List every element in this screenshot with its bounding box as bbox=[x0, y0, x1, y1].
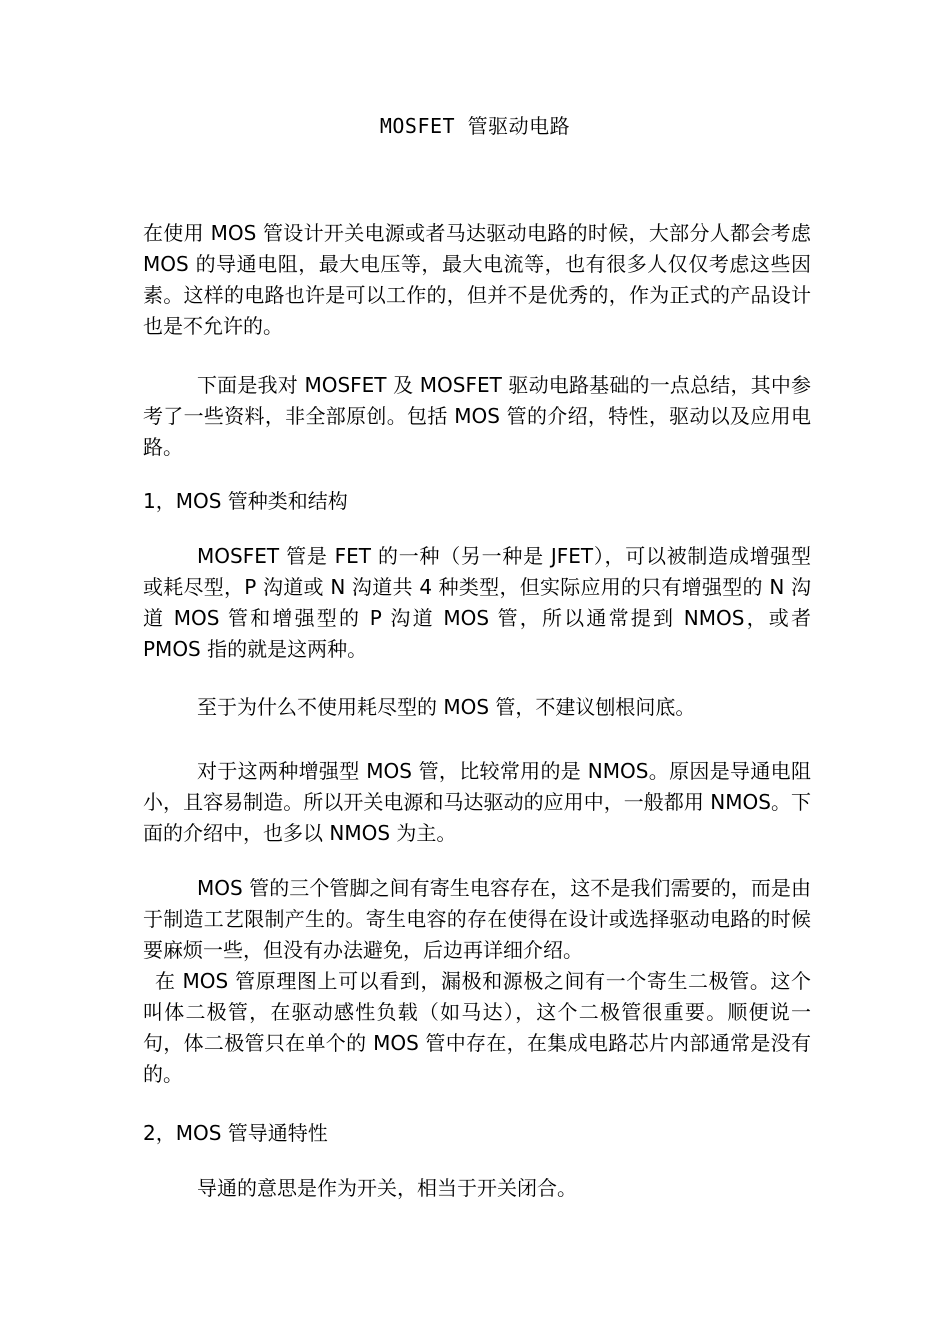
section1-paragraph-3: 对于这两种增强型 MOS 管，比较常用的是 NMOS。原因是导通电阻小，且容易制造。所以开关电源和马达驱动的应用中，一般都用 NMOS。下面的介绍中，也多以 NMOS 为主。 bbox=[143, 759, 811, 845]
section1-paragraph-1: MOSFET 管是 FET 的一种（另一种是 JFET），可以被制造成增强型或耗尽型，P 沟道或 N 沟道共 4 种类型，但实际应用的只有增强型的 N 沟道 MOS 管和增强型的 P 沟道 MOS 管，所以通常提到 NMOS，或者 PMOS 指的就是这两种。 bbox=[143, 544, 811, 661]
summary-paragraph: 下面是我对 MOSFET 及 MOSFET 驱动电路基础的一点总结，其中参考了一些资料，非全部原创。包括 MOS 管的介绍，特性，驱动以及应用电路。 bbox=[143, 373, 811, 459]
section1-paragraph-2: 至于为什么不使用耗尽型的 MOS 管，不建议刨根问底。 bbox=[197, 695, 696, 719]
section1-paragraph-5: 在 MOS 管原理图上可以看到，漏极和源极之间有一个寄生二极管。这个叫体二极管，在驱动感性负载（如马达），这个二极管很重要。顺便说一句，体二极管只在单个的 MOS 管中存在，在集成电路芯片内部通常是没有的。 bbox=[143, 969, 811, 1086]
section1-paragraph-4: MOS 管的三个管脚之间有寄生电容存在，这不是我们需要的，而是由于制造工艺限制产生的。寄生电容的存在使得在设计或选择驱动电路的时候要麻烦一些，但没有办法避免，后边再详细介绍。 bbox=[143, 876, 811, 962]
document-title: MOSFET 管驱动电路 bbox=[379, 114, 571, 138]
intro-paragraph: 在使用 MOS 管设计开关电源或者马达驱动电路的时候，大部分人都会考虑 MOS 的导通电阻，最大电压等，最大电流等，也有很多人仅仅考虑这些因素。这样的电路也许是可以工作的，但并不是优秀的，作为正式的产品设计也是不允许的。 bbox=[143, 221, 811, 338]
section2-paragraph-1: 导通的意思是作为开关，相当于开关闭合。 bbox=[197, 1176, 577, 1200]
section-heading-1: 1，MOS 管种类和结构 bbox=[143, 489, 348, 513]
section-heading-2: 2，MOS 管导通特性 bbox=[143, 1121, 328, 1145]
